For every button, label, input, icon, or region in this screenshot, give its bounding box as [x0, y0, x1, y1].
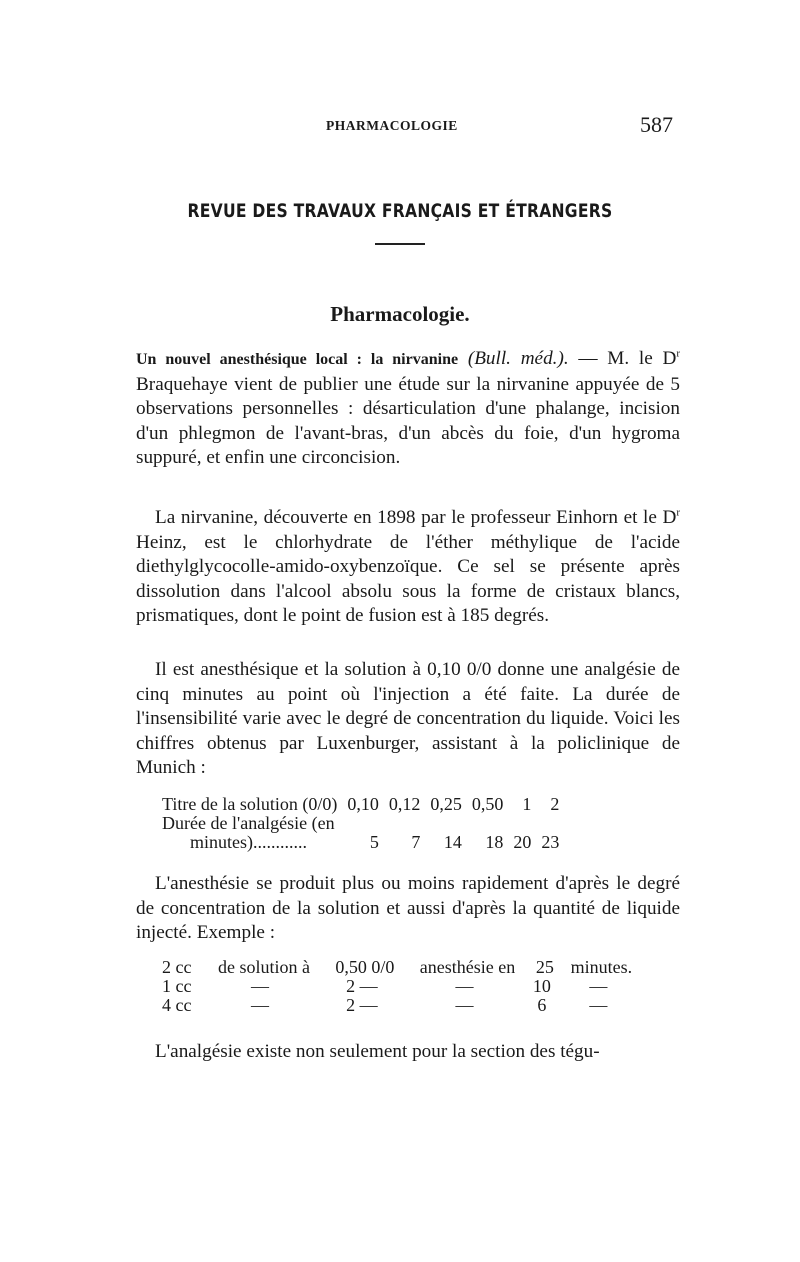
table-cell: 1 cc: [162, 976, 192, 996]
table-cell: 23: [541, 832, 560, 852]
table-cell: —: [455, 995, 474, 1015]
table-cell: 18: [485, 832, 504, 852]
table-cell: 7: [411, 832, 421, 852]
ditto-mark: —: [359, 976, 378, 996]
table-cell: 0,50: [471, 794, 504, 814]
table-value: 2: [346, 995, 356, 1015]
table-cell: anesthésie en: [419, 957, 516, 977]
paragraph-2-body: Heinz, est le chlorhydrate de l'éther méthylique de l'acide diethylglycocolle-amido-oxybenzoïque. Ce sel se présente après dissolution dans l'alcool absolu sous la forme de cristaux blancs, prismatiques, dont le point de fusion est à 185 degrés.: [136, 531, 680, 627]
table-cell: 6: [537, 995, 547, 1015]
paragraph-1-intro: — M. le D: [578, 348, 677, 369]
table-cell: —: [251, 976, 270, 996]
analgesia-table: [162, 795, 642, 852]
article-source: (Bull. méd.).: [467, 348, 569, 369]
superscript: r: [676, 347, 680, 360]
table-label: Durée de l'analgésie (en: [162, 813, 335, 833]
paragraph-3-text: Il est anesthésique et la solution à 0,10 0/0 donne une analgésie de cinq minutes au point où l'injection a été faite. La durée de l'insensibilité varie avec le degré de concentration du liquide. Voici les chiffres obtenus par Luxenburger, assistant à la policlinique de Munich :: [136, 659, 680, 779]
table-cell: [322, 996, 402, 1015]
table-cell: 4 cc: [162, 995, 192, 1015]
paragraph-2-start: La nirvanine, découverte en 1898 par le professeur Einhorn et le D: [155, 507, 677, 528]
table-cell: 0,12: [388, 794, 421, 814]
article-lead: Un nouvel anesthésique local : la nirvanine: [136, 351, 459, 368]
table-cell: 0,50 0/0: [335, 957, 395, 977]
table-cell: 2 cc: [162, 957, 192, 977]
table-cell: —: [589, 995, 608, 1015]
table-cell: —: [251, 995, 270, 1015]
paragraph-4: [136, 872, 680, 946]
table-cell: 2: [550, 794, 560, 814]
running-title: PHARMACOLOGIE: [326, 118, 458, 133]
table-cell: 0,25: [430, 794, 462, 814]
table-cell: 1: [522, 794, 532, 814]
section-title: REVUE DES TRAVAUX FRANÇAIS ET ÉTRANGERS: [187, 200, 613, 222]
paragraph-3: [136, 658, 680, 781]
paragraph-5: [136, 1040, 680, 1065]
table-cell: 14: [443, 832, 462, 852]
table-row: [162, 958, 640, 977]
example-table: [162, 958, 642, 1015]
paragraph-2: [136, 506, 680, 629]
table-label: minutes)............: [190, 832, 307, 852]
paragraph-1-body: Braquehaye vient de publier une étude sur la nirvanine appuyée de 5 observations personnelles : désarticulation d'une phalange, incision d'un phlegmon de l'avant-bras, d'un abcès du foie, d'un hygroma suppuré, et enfin une circoncision.: [136, 373, 680, 469]
table-cell: —: [589, 976, 608, 996]
title-divider: [375, 243, 425, 245]
table-cell: 5: [369, 832, 379, 852]
table-row: [162, 814, 559, 833]
table-cell: 10: [532, 976, 551, 996]
table-cell: de solution à: [218, 957, 311, 977]
table-row: [162, 977, 640, 996]
table-label: Titre de la solution (0/0): [162, 794, 338, 814]
table-row: [162, 996, 640, 1015]
table-cell: [322, 977, 402, 996]
table-cell: —: [455, 976, 474, 996]
paragraph-1: [136, 347, 680, 471]
paragraph-5-text: L'analgésie existe non seulement pour la section des tégu-: [155, 1041, 600, 1062]
ditto-mark: —: [359, 995, 378, 1015]
table-row: [162, 833, 559, 852]
table-value: 2: [346, 976, 356, 996]
paragraph-4-text: L'anesthésie se produit plus ou moins rapidement d'après le degré de concentration de la solution et aussi d'après la quantité de liquide injecté. Exemple :: [136, 873, 680, 944]
table-cell: 20: [513, 832, 532, 852]
subsection-title: Pharmacologie.: [330, 302, 470, 326]
page-number: 587: [640, 112, 673, 137]
table-row: [162, 795, 559, 814]
table-cell: minutes.: [570, 957, 633, 977]
table-cell: 25: [535, 957, 554, 977]
table-cell: 0,10: [347, 794, 379, 814]
superscript: r: [676, 506, 680, 519]
